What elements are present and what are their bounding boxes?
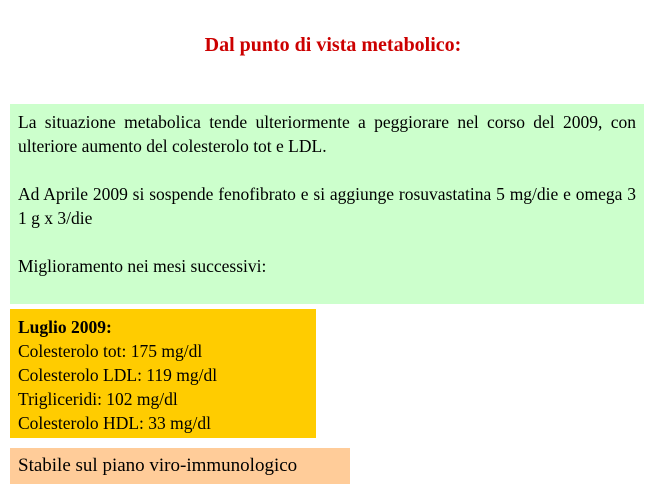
summary-paragraph-trend: La situazione metabolica tende ulteriormente a peggiorare nel corso del 2009, con ulteriore aumento del colesterolo tot e LDL. [18, 112, 636, 156]
lab-result-triglycerides: Trigliceridi: 102 mg/dl [18, 389, 178, 409]
slide-title: Dal punto di vista metabolico: [204, 34, 462, 56]
lab-result-hdl-cholesterol: Colesterolo HDL: 33 mg/dl [18, 413, 211, 433]
status-box: Stabile sul piano viro-immunologico [10, 448, 350, 484]
summary-paragraph-improvement: Miglioramento nei mesi successivi: [18, 256, 267, 276]
lab-results-box [10, 309, 316, 438]
lab-results-heading: Luglio 2009: [18, 317, 112, 337]
lab-result-ldl-cholesterol: Colesterolo LDL: 119 mg/dl [18, 365, 218, 385]
summary-paragraph-therapy: Ad Aprile 2009 si sospende fenofibrato e si aggiunge rosuvastatina 5 mg/die e omega 3 1 g x 3/die [18, 184, 636, 228]
summary-box [10, 104, 644, 304]
lab-result-total-cholesterol: Colesterolo tot: 175 mg/dl [18, 341, 203, 361]
